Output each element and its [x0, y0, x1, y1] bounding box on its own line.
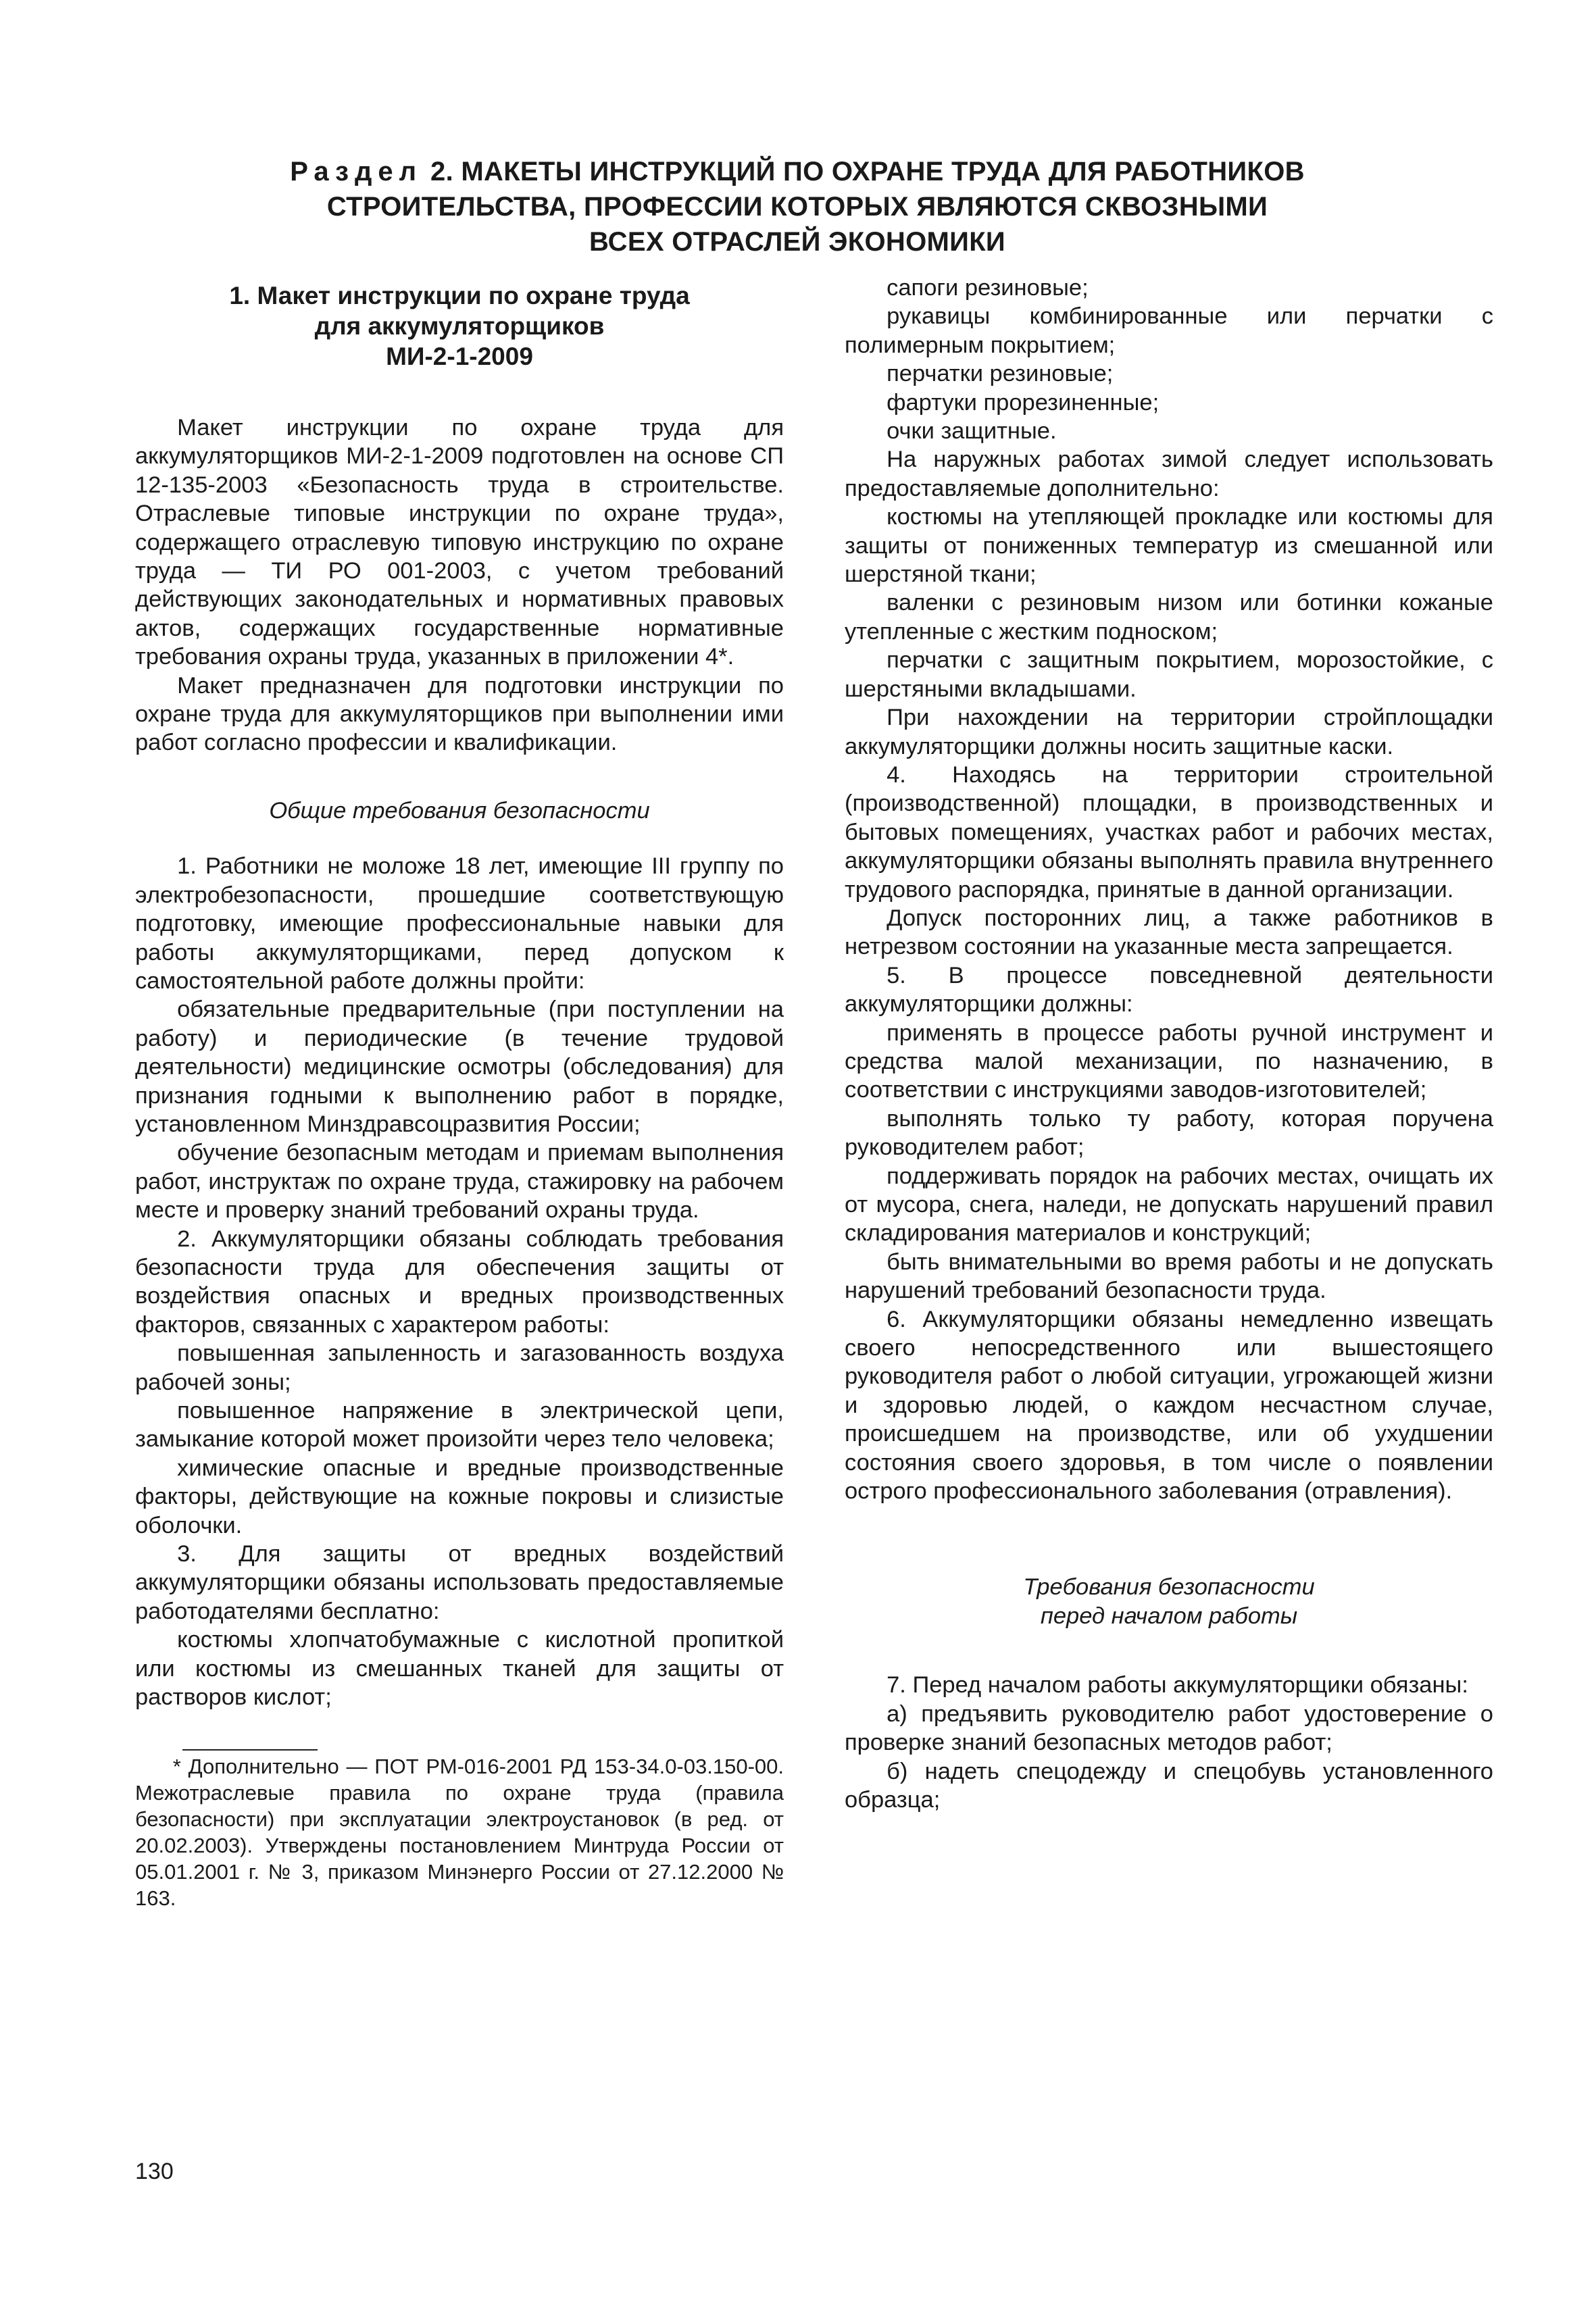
body-paragraph: выполнять только ту работу, которая поручена руководителем работ;	[845, 1105, 1493, 1161]
body-paragraph: быть внимательными во время работы и не допускать нарушений требований безопасности труда.	[845, 1249, 1493, 1304]
section-title-line-1: 2. МАКЕТЫ ИНСТРУКЦИЙ ПО ОХРАНЕ ТРУДА ДЛЯ РАБОТНИКОВ	[430, 157, 1305, 186]
body-paragraph: фартуки прорезиненные;	[887, 389, 1159, 416]
body-paragraph: рукавицы комбинированные или перчатки с полимерным покрытием;	[845, 303, 1493, 358]
body-paragraph: При нахождении на территории стройплощадки аккумуляторщики должны носить защитные каски.	[845, 705, 1493, 759]
intro-paragraph: Макет предназначен для подготовки инструкции по охране труда для аккумуляторщиков при выполнении ими работ согласно профессии и квалификации.	[135, 672, 784, 756]
section-title	[135, 154, 1460, 259]
right-column	[845, 274, 1493, 1814]
section-title-line-2: СТРОИТЕЛЬСТВА, ПРОФЕССИИ КОТОРЫХ ЯВЛЯЮТСЯ СКВОЗНЫМИ	[326, 192, 1268, 222]
body-paragraph: повышенное напряжение в электрической цепи, замыкание которой может произойти через тело человека;	[135, 1398, 784, 1453]
body-paragraph: химические опасные и вредные производственные факторы, действующие на кожные покровы и слизистые оболочки.	[135, 1455, 784, 1538]
subheading-line-1: Требования безопасности	[1023, 1574, 1315, 1601]
body-paragraph: костюмы на утепляющей прокладке или костюмы для защиты от пониженных температур из смешанной или шерстяной ткани;	[845, 504, 1493, 588]
subheading-before-work	[845, 1573, 1493, 1630]
body-paragraph: 2. Аккумуляторщики обязаны соблюдать требования безопасности труда для обеспечения защиты от воздействия опасных и вредных производственных факторов, связанных с характером работы:	[135, 1226, 784, 1338]
intro-paragraph: Макет инструкции по охране труда для аккумуляторщиков МИ-2-1-2009 подготовлен на основе СП 12-135-2003 «Безопасность труда в строительстве. Отраслевые типовые инструкции по охране труда», содержащего отраслевую типовую инструкцию по охране труда — ТИ РО 001-2003, с учетом требований действующих законодательных и нормативных правовых актов, содержащих государственные нормативные требования охраны труда, указанных в приложении 4*.	[135, 415, 784, 670]
left-column	[135, 280, 784, 1911]
section-title-line-3: ВСЕХ ОТРАСЛЕЙ ЭКОНОМИКИ	[589, 227, 1005, 257]
footnote-divider	[182, 1749, 318, 1751]
body-paragraph: На наружных работах зимой следует использовать предоставляемые дополнительно:	[845, 447, 1493, 501]
section-label: Раздел	[290, 157, 423, 186]
instruction-title	[135, 280, 784, 372]
instruction-title-line-2: для аккумуляторщиков	[314, 312, 605, 340]
body-paragraph: перчатки с защитным покрытием, морозостойкие, с шерстяными вкладышами.	[845, 647, 1493, 702]
body-paragraph: обязательные предварительные (при поступлении на работу) и периодические (в течение трудовой деятельности) медицинские осмотры (обследования) для признания годными к выполнению работ в порядке, установленном Минздравсоцразвития России;	[135, 997, 784, 1137]
body-paragraph: сапоги резиновые;	[887, 275, 1089, 301]
instruction-title-line-1: 1. Макет инструкции по охране труда	[229, 282, 690, 309]
body-paragraph: обучение безопасным методам и приемам выполнения работ, инструктаж по охране труда, стажировку на рабочем месте и проверку знаний требований охраны труда.	[135, 1140, 784, 1224]
page-number: 130	[135, 2159, 174, 2184]
body-paragraph: 4. Находясь на территории строительной (производственной) площадки, в производственных и бытовых помещениях, участках работ и рабочих местах, аккумуляторщики обязаны выполнять правила внутреннего трудового распорядка, принятые в данной организации.	[845, 761, 1493, 903]
body-paragraph: 1. Работники не моложе 18 лет, имеющие III группу по электробезопасности, прошедшие соответствующую подготовку, имеющие профессиональные навыки для работы аккумуляторщиками, перед допуском к самостоятельной работе должны пройти:	[135, 853, 784, 994]
body-paragraph: 5. В процессе повседневной деятельности аккумуляторщики должны:	[845, 962, 1493, 1017]
body-paragraph: очки защитные.	[887, 418, 1057, 445]
body-paragraph: 3. Для защиты от вредных воздействий аккумуляторщики обязаны использовать предоставляемые работодателями бесплатно:	[135, 1541, 784, 1624]
body-paragraph: перчатки резиновые;	[887, 361, 1114, 387]
body-paragraph: 7. Перед началом работы аккумуляторщики обязаны:	[887, 1672, 1468, 1699]
footnote-text: * Дополнительно — ПОТ РМ-016-2001 РД 153-34.0-03.150-00. Межотраслевые правила по охране труда (правила безопасности) при эксплуатации электроустановок (в ред. от 20.02.2003). Утверждены постановлением Минтруда России от 05.01.2001 г. № 3, приказом Минэнерго России от 27.12.2000 № 163.	[135, 1755, 784, 1911]
body-paragraph: а) предъявить руководителю работ удостоверение о проверке знаний безопасных методов работ;	[845, 1701, 1493, 1756]
body-paragraph: б) надеть спецодежду и спецобувь установленного образца;	[845, 1758, 1493, 1813]
body-paragraph: Допуск посторонних лиц, а также работников в нетрезвом состоянии на указанные места запрещается.	[845, 905, 1493, 960]
body-paragraph: 6. Аккумуляторщики обязаны немедленно извещать своего непосредственного или вышестоящего руководителя работ о любой ситуации, угрожающей жизни и здоровью людей, о каждом несчастном случае, происшедшем на производстве, или об ухудшении состояния своего здоровья, в том числе о появлении острого профессионального заболевания (отравления).	[845, 1306, 1493, 1505]
footnote	[135, 1753, 784, 1911]
body-paragraph: валенки с резиновым низом или ботинки кожаные утепленные с жестким подноском;	[845, 590, 1493, 645]
body-paragraph: костюмы хлопчатобумажные с кислотной пропиткой или костюмы из смешанных тканей для защиты от растворов кислот;	[135, 1627, 784, 1711]
instruction-title-line-3: МИ-2-1-2009	[386, 343, 533, 370]
body-paragraph: применять в процессе работы ручной инструмент и средства малой механизации, по назначению, в соответствии с инструкциями заводов-изготовителей;	[845, 1020, 1493, 1103]
body-paragraph: поддерживать порядок на рабочих местах, очищать их от мусора, снега, наледи, не допускать нарушений правил складирования материалов и конструкций;	[845, 1163, 1493, 1247]
subheading-general-requirements: Общие требования безопасности	[269, 797, 650, 824]
body-paragraph: повышенная запыленность и загазованность воздуха рабочей зоны;	[135, 1340, 784, 1395]
subheading-line-2: перед началом работы	[1040, 1603, 1298, 1629]
